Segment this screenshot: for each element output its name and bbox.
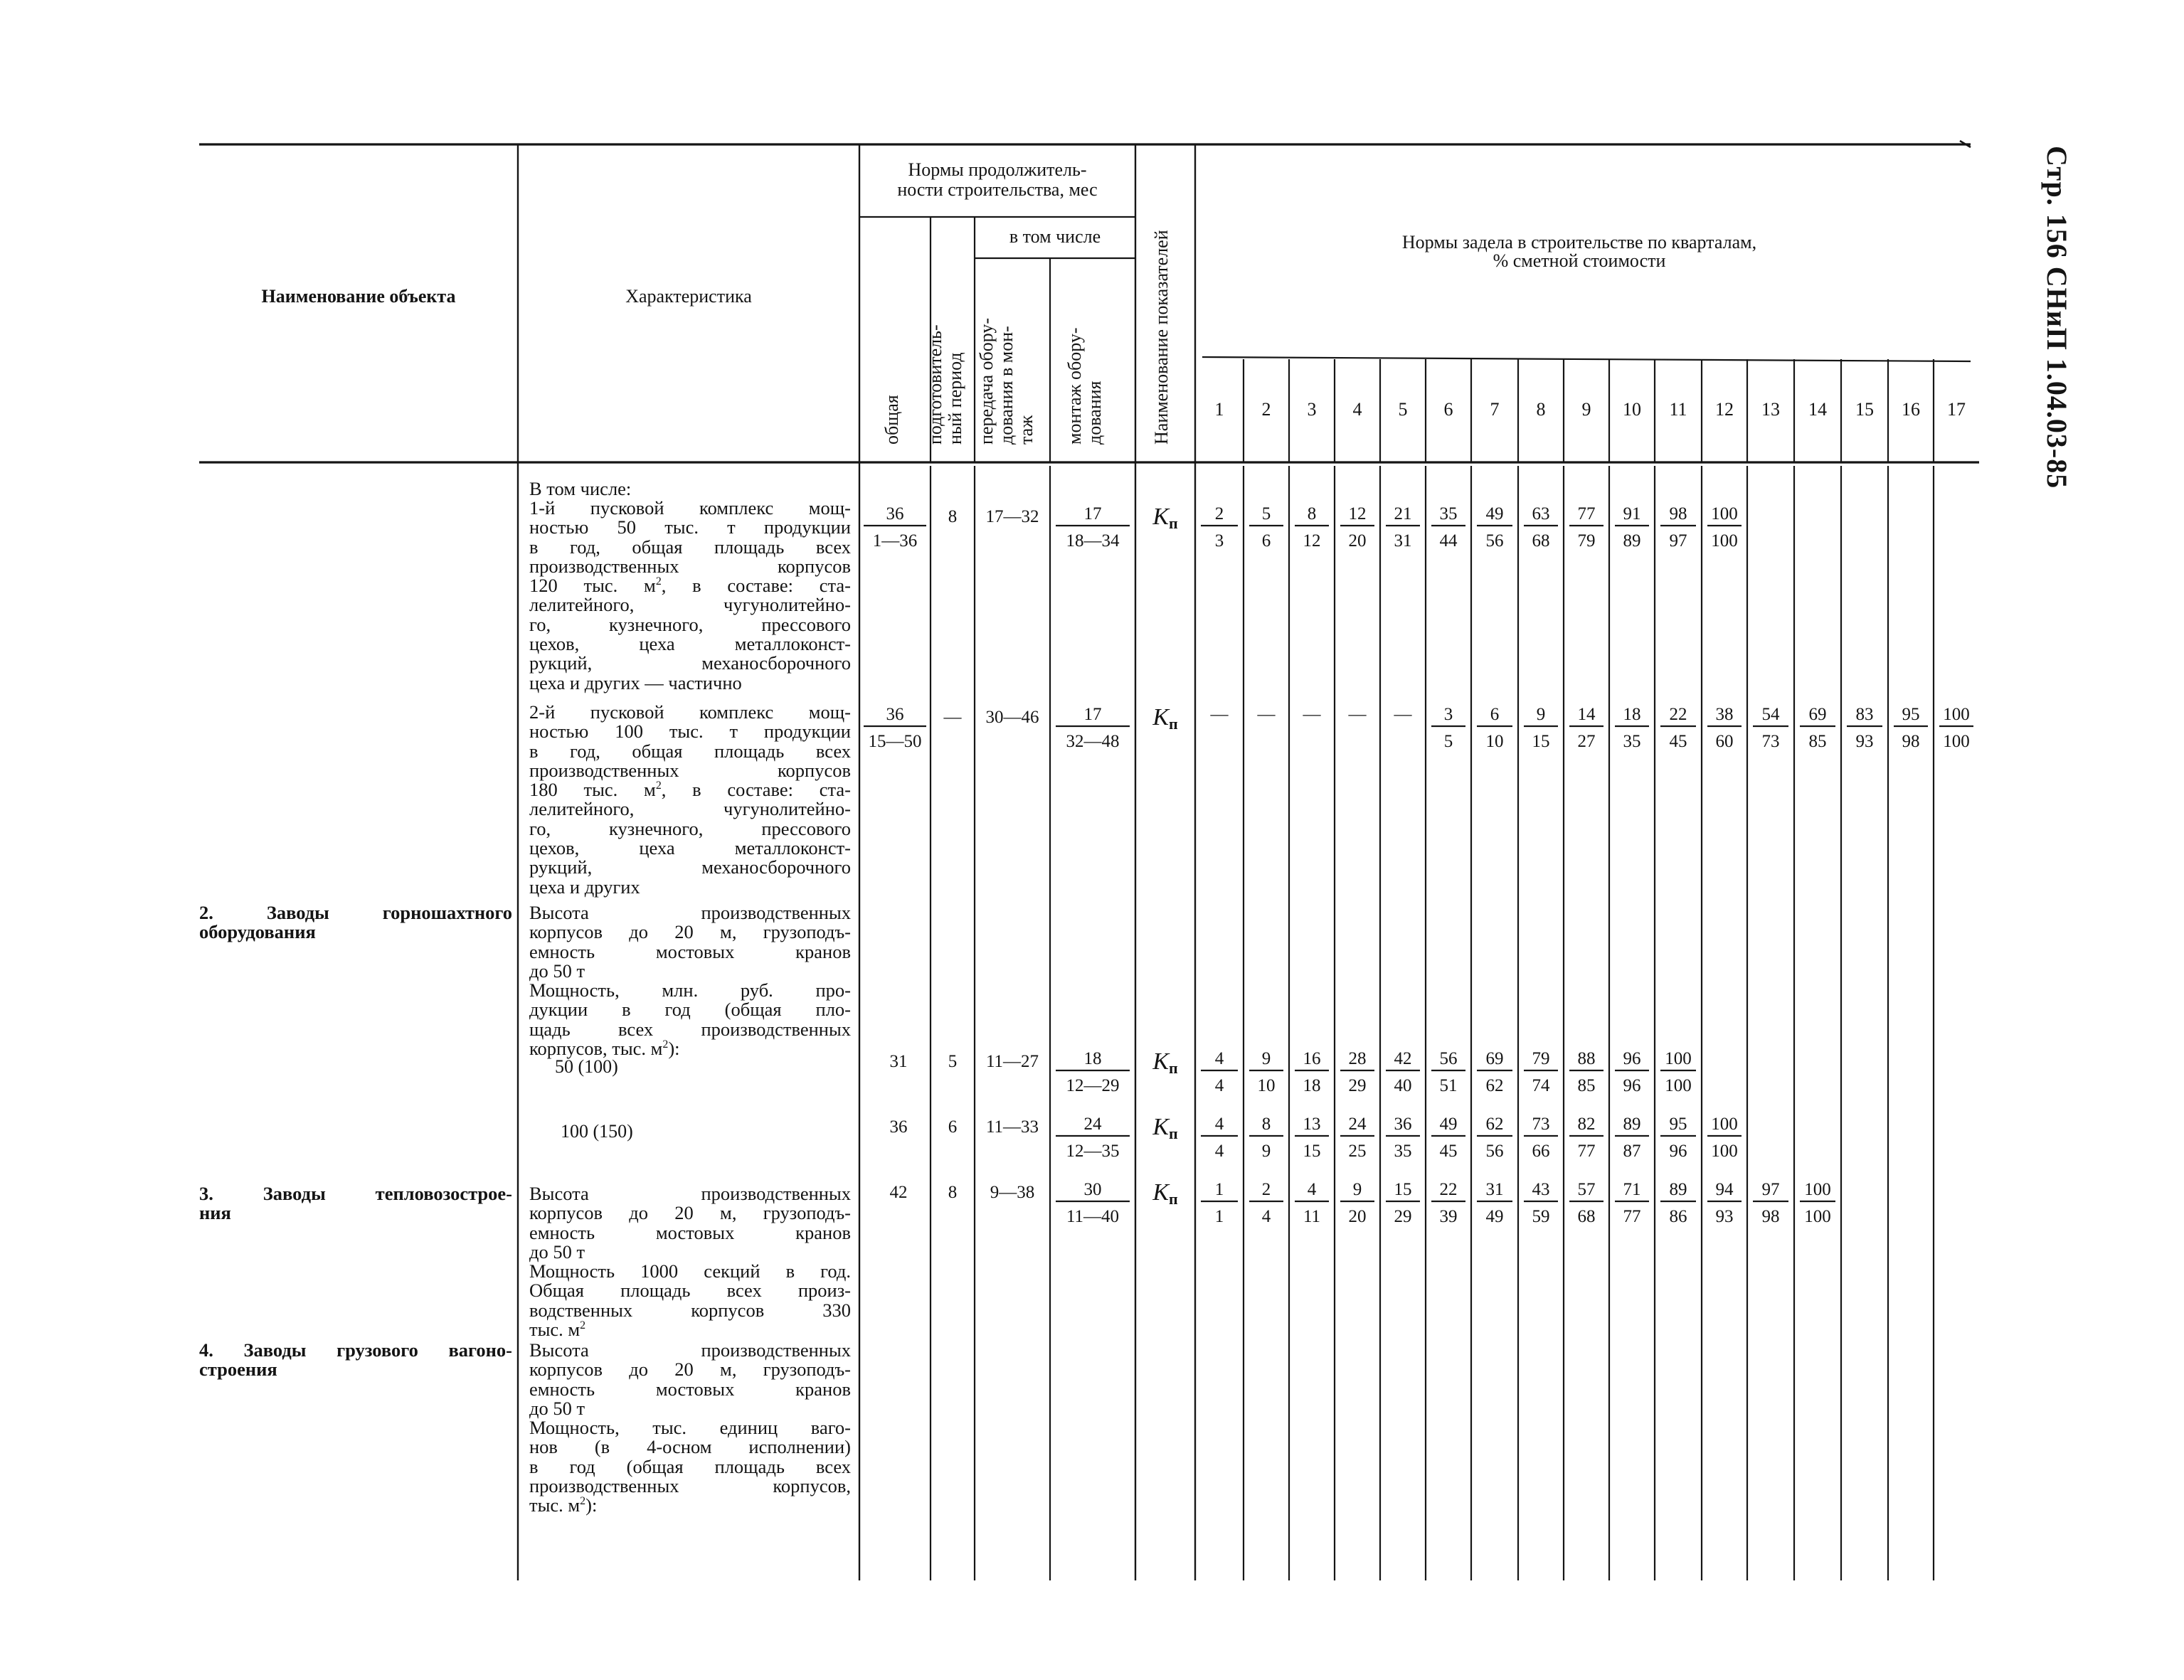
row-4-quarter-5-top: 36 — [1394, 1115, 1412, 1134]
row-4-quarter-8-top: 73 — [1532, 1115, 1550, 1134]
row-4-quarter-8-bottom: 66 — [1532, 1142, 1550, 1161]
row-4-quarter-2-bottom: 9 — [1261, 1142, 1271, 1161]
row-1-quarter-12-top: 100 — [1711, 504, 1738, 523]
row-2-quarter-12-bottom: 60 — [1715, 732, 1734, 751]
row-4-quarter-7-bottom: 56 — [1485, 1142, 1504, 1161]
characteristic-freight-wagon-line: в год (общая площадь всех — [529, 1455, 851, 1477]
row-1-quarter-3-top: 8 — [1307, 504, 1317, 523]
row-4-quarter-11-bottom: 96 — [1669, 1142, 1687, 1161]
row-3-installation-range: 12—29 — [1066, 1076, 1120, 1095]
row-2-quarter-2-top: — — [1257, 705, 1276, 724]
characteristic-freight-wagon-line: Высота производственных — [529, 1339, 851, 1361]
backlog-subheader-rule — [1202, 357, 1971, 361]
characteristic-mining-equipment-line: Мощность, млн. руб. про- — [529, 979, 851, 1001]
row-5-quarter-2-bottom: 4 — [1261, 1207, 1271, 1226]
row-1-quarter-8-top: 63 — [1532, 504, 1550, 523]
row-2-quarter-8-top: 9 — [1536, 705, 1546, 724]
row-5-quarter-1-top: 1 — [1214, 1180, 1224, 1199]
row-5-quarter-13-bottom: 98 — [1761, 1207, 1780, 1226]
characteristic-launch-complex-2-line: го, кузнечного, прессового — [529, 817, 851, 839]
row-5-quarter-10-top: 71 — [1623, 1180, 1641, 1199]
characteristic-freight-wagon-line: до 50 т — [529, 1397, 585, 1419]
row-4-indicator-kp — [1152, 1114, 1177, 1143]
row-2-total-duration: 36 — [886, 705, 904, 724]
row-3-equipment-transfer: 11—27 — [985, 1052, 1039, 1071]
characteristic-locomotive-line: водственных корпусов 330 — [529, 1299, 851, 1321]
quarter-header-5: 5 — [1398, 399, 1408, 420]
quarter-header-2: 2 — [1261, 399, 1271, 420]
row-5-equipment-transfer: 9—38 — [990, 1183, 1035, 1202]
characteristic-launch-complex-1-line: цеха и других — частично — [529, 671, 742, 693]
row-5-quarter-11-top: 89 — [1669, 1180, 1687, 1199]
characteristic-freight-wagon — [529, 1341, 851, 1516]
row-3-quarter-9-top: 88 — [1577, 1049, 1596, 1068]
row-4-total-duration: 36 — [889, 1117, 908, 1137]
characteristic-locomotive-line: тыс. $м^2$ — [529, 1319, 586, 1341]
row-5-quarter-3-top: 4 — [1307, 1180, 1317, 1199]
row-3-quarter-4-bottom: 29 — [1348, 1076, 1367, 1095]
row-3-quarter-9-bottom: 85 — [1577, 1076, 1596, 1095]
characteristic-launch-complex-2-line: ностью 100 тыс. т продукции — [529, 721, 851, 743]
row-5-indicator-kp — [1152, 1179, 1177, 1208]
object-name-mining-equipment-line: оборудования — [199, 921, 316, 943]
row-3-quarter-1-top: 4 — [1214, 1049, 1224, 1068]
row-3-quarter-4-top: 28 — [1348, 1049, 1367, 1068]
quarter-header-6: 6 — [1443, 399, 1453, 420]
object-name-freight-wagon-line: строения — [199, 1359, 277, 1381]
row-4-quarter-9-top: 82 — [1577, 1115, 1596, 1134]
object-name-header: Наименование объекта — [261, 286, 456, 307]
quarter-header-14: 14 — [1808, 399, 1827, 420]
object-name-locomotive-line: ния — [199, 1202, 231, 1224]
row-4-quarter-1-bottom: 4 — [1214, 1142, 1224, 1161]
row-1-quarter-2-top: 5 — [1261, 504, 1271, 523]
row-4-quarter-3-top: 13 — [1303, 1115, 1321, 1134]
row-2-quarter-1-top: — — [1210, 705, 1229, 724]
quarter-header-8: 8 — [1536, 399, 1546, 420]
row-3-quarter-3-bottom: 18 — [1303, 1076, 1321, 1095]
including-header: в том числе — [1009, 226, 1101, 247]
characteristic-mining-equipment-line: емность мостовых кранов — [529, 940, 851, 962]
duration-norms-header: ности строительства, мес — [897, 179, 1098, 200]
object-name-freight-wagon — [199, 1341, 512, 1380]
characteristic-locomotive — [529, 1184, 851, 1339]
row-2-quarter-8-bottom: 15 — [1532, 732, 1550, 751]
row-4-quarter-6-top: 49 — [1439, 1115, 1458, 1134]
row-2-quarter-6-top: 3 — [1443, 705, 1453, 724]
quarter-header-3: 3 — [1307, 399, 1317, 420]
row-2-quarter-14-bottom: 85 — [1808, 732, 1827, 751]
characteristic-launch-complex-1-line: производственных корпусов — [529, 555, 851, 577]
object-name-locomotive — [199, 1184, 512, 1223]
row-2-indicator-kp — [1152, 704, 1177, 733]
row-5-total-duration: 42 — [889, 1183, 908, 1202]
indicator-subscript: п — [1168, 1125, 1178, 1142]
row-1-indicator-kp — [1152, 504, 1177, 533]
quarter-header-16: 16 — [1902, 399, 1920, 420]
row-5-quarter-1-bottom: 1 — [1214, 1207, 1224, 1226]
row-4-quarter-12-bottom: 100 — [1711, 1142, 1738, 1161]
characteristic-launch-complex-1-line: 120 тыс. $м^2$, в составе: ста- — [529, 575, 851, 597]
row-5-quarter-12-top: 94 — [1715, 1180, 1734, 1199]
row-5-quarter-5-bottom: 29 — [1394, 1207, 1412, 1226]
row-1-quarter-11-bottom: 97 — [1669, 531, 1687, 551]
row-2-total-range: 15—50 — [868, 732, 922, 751]
characteristic-mining-equipment-line: Высота производственных — [529, 902, 851, 923]
quarter-header-10: 10 — [1623, 399, 1641, 420]
row-5-quarter-9-bottom: 68 — [1577, 1207, 1596, 1226]
row-4-quarter-3-bottom: 15 — [1303, 1142, 1321, 1161]
row-1-quarter-10-bottom: 89 — [1623, 531, 1641, 551]
characteristic-header: Характеристика — [625, 286, 752, 307]
indicator-symbol: К — [1152, 1179, 1169, 1206]
prep-period-header: подготовитель- — [925, 324, 945, 445]
characteristic-locomotive-line: емность мостовых кранов — [529, 1221, 851, 1243]
characteristic-launch-complex-2-line: в год, общая площадь всех — [529, 740, 851, 762]
quarter-header-11: 11 — [1669, 399, 1687, 420]
row-3-installation: 18 — [1083, 1049, 1102, 1068]
row-1-quarter-7-bottom: 56 — [1485, 531, 1504, 551]
row-2-quarter-13-top: 54 — [1761, 705, 1780, 724]
page-label: Стр. 156 СНиП 1.04.03-85 — [2041, 146, 2073, 489]
characteristic-locomotive-line: Мощность 1000 секций в год. — [529, 1260, 851, 1282]
characteristic-freight-wagon-line: нов (в 4-осном исполнении) — [529, 1436, 851, 1458]
quarter-header-17: 17 — [1947, 399, 1966, 420]
row-1-installation: 17 — [1083, 504, 1102, 523]
quarter-header-15: 15 — [1855, 399, 1874, 420]
row-2-quarter-15-bottom: 93 — [1855, 732, 1874, 751]
characteristic-freight-wagon-line: производственных корпусов, — [529, 1475, 851, 1497]
characteristic-launch-complex-2 — [529, 703, 851, 897]
row-4-installation: 24 — [1083, 1115, 1102, 1134]
characteristic-mining-equipment-line: щадь всех производственных — [529, 1018, 851, 1040]
row-3-quarter-8-top: 79 — [1532, 1049, 1550, 1068]
characteristic-launch-complex-2-line: цехов, цеха металлоконст- — [529, 837, 851, 859]
characteristic-locomotive-line: Общая площадь всех произ- — [529, 1280, 851, 1302]
row-2-quarter-3-top: — — [1303, 705, 1321, 724]
row-5-prep-period: 8 — [948, 1183, 958, 1202]
row-4-prep-period: 6 — [948, 1117, 958, 1137]
row-4-quarter-12-top: 100 — [1711, 1115, 1738, 1134]
quarter-header-13: 13 — [1761, 399, 1780, 420]
row-2-quarter-10-bottom: 35 — [1623, 732, 1641, 751]
row-5-quarter-6-top: 22 — [1439, 1180, 1458, 1199]
row-3-quarter-11-bottom: 100 — [1665, 1076, 1692, 1095]
row-2-equipment-transfer: 30—46 — [985, 708, 1039, 727]
row-1-quarter-12-bottom: 100 — [1711, 531, 1738, 551]
row-3-quarter-6-bottom: 51 — [1439, 1076, 1458, 1095]
row-1-quarter-5-top: 21 — [1394, 504, 1412, 523]
row-4-quarter-11-top: 95 — [1669, 1115, 1687, 1134]
row-1-quarter-6-top: 35 — [1439, 504, 1458, 523]
indicator-symbol: К — [1152, 504, 1169, 530]
characteristic-launch-complex-1-line: в год, общая площадь всех — [529, 536, 851, 558]
row-1-quarter-11-top: 98 — [1669, 504, 1687, 523]
prep-period-header: ный период — [945, 352, 965, 445]
row-2-quarter-17-top: 100 — [1943, 705, 1970, 724]
row-2-quarter-16-bottom: 98 — [1902, 732, 1920, 751]
row-3-quarter-11-top: 100 — [1665, 1049, 1692, 1068]
row-5-quarter-6-bottom: 39 — [1439, 1207, 1458, 1226]
row-4-equipment-transfer: 11—33 — [985, 1117, 1039, 1137]
equipment-transfer-header: передача обору- — [976, 317, 997, 445]
row-5-quarter-8-bottom: 59 — [1532, 1207, 1550, 1226]
row-4-quarter-9-bottom: 77 — [1577, 1142, 1596, 1161]
quarter-header-1: 1 — [1214, 399, 1224, 420]
characteristic-freight-wagon-line: емность мостовых кранов — [529, 1378, 851, 1400]
row-3-indicator-kp — [1152, 1048, 1177, 1078]
row-5-installation: 30 — [1083, 1180, 1102, 1199]
indicator-subscript: п — [1168, 1059, 1178, 1077]
indicator-symbol: К — [1152, 1114, 1169, 1140]
row-2-quarter-17-bottom: 100 — [1943, 732, 1970, 751]
row-2-quarter-9-top: 14 — [1577, 705, 1596, 724]
row-4-quarter-1-top: 4 — [1214, 1115, 1224, 1134]
row-2-installation-range: 32—48 — [1066, 732, 1120, 751]
row-4-quarter-2-top: 8 — [1261, 1115, 1271, 1134]
row-1-quarter-10-top: 91 — [1623, 504, 1641, 523]
indicator-subscript: п — [1168, 715, 1178, 733]
characteristic-launch-complex-2-line: 2-й пусковой комплекс мощ- — [529, 701, 851, 723]
object-name-mining-equipment — [199, 903, 512, 942]
row-3-quarter-2-top: 9 — [1261, 1049, 1271, 1068]
object-name-mining-equipment-line: 2. Заводы горношахтного — [199, 902, 512, 923]
row-1-quarter-1-top: 2 — [1214, 504, 1224, 523]
row-3-quarter-1-bottom: 4 — [1214, 1076, 1224, 1095]
characteristic-mining-equipment-line: корпусов, тыс. $м^2$): — [529, 1038, 680, 1060]
row-4-quarter-10-bottom: 87 — [1623, 1142, 1641, 1161]
characteristic-launch-complex-2-line: 180 тыс. $м^2$, в составе: ста- — [529, 779, 851, 801]
row-5-quarter-10-bottom: 77 — [1623, 1207, 1641, 1226]
row-5-quarter-14-top: 100 — [1804, 1180, 1831, 1199]
row-4-quarter-5-bottom: 35 — [1394, 1142, 1412, 1161]
row-2-quarter-14-top: 69 — [1808, 705, 1827, 724]
equipment-installation-header: монтаж обору- — [1064, 327, 1085, 445]
characteristic-launch-complex-2-line: производственных корпусов — [529, 759, 851, 781]
row-4-quarter-4-top: 24 — [1348, 1115, 1367, 1134]
row-2-quarter-7-top: 6 — [1490, 705, 1500, 724]
row-3-quarter-6-top: 56 — [1439, 1049, 1458, 1068]
row-4-quarter-6-bottom: 45 — [1439, 1142, 1458, 1161]
row-5-quarter-7-bottom: 49 — [1485, 1207, 1504, 1226]
characteristic-locomotive-line: Высота производственных — [529, 1183, 851, 1204]
row-3-quarter-7-bottom: 62 — [1485, 1076, 1504, 1095]
row-2-installation: 17 — [1083, 705, 1102, 724]
row-3-quarter-7-top: 69 — [1485, 1049, 1504, 1068]
characteristic-including — [529, 479, 851, 499]
row-3-quarter-5-bottom: 40 — [1394, 1076, 1412, 1095]
row-1-installation-range: 18—34 — [1066, 531, 1120, 551]
row-5-quarter-14-bottom: 100 — [1804, 1207, 1831, 1226]
row-1-equipment-transfer: 17—32 — [985, 507, 1039, 526]
row-5-quarter-8-top: 43 — [1532, 1180, 1550, 1199]
total-duration-header: общая — [881, 395, 902, 445]
row-5-quarter-7-top: 31 — [1485, 1180, 1504, 1199]
row-2-quarter-11-top: 22 — [1669, 705, 1687, 724]
row-1-prep-period: 8 — [948, 507, 958, 526]
row-5-installation-range: 11—40 — [1066, 1207, 1120, 1226]
object-name-locomotive-line: 3. Заводы тепловозострое- — [199, 1183, 512, 1204]
row-2-quarter-4-top: — — [1348, 705, 1367, 724]
row-1-quarter-1-bottom: 3 — [1214, 531, 1224, 551]
row-2-quarter-12-top: 38 — [1715, 705, 1734, 724]
backlog-norms-header: % сметной стоимости — [1493, 250, 1666, 271]
row-2-quarter-15-top: 83 — [1855, 705, 1874, 724]
row-1-quarter-3-bottom: 12 — [1303, 531, 1321, 551]
row-2-quarter-13-bottom: 73 — [1761, 732, 1780, 751]
row-4-installation-range: 12—35 — [1066, 1142, 1120, 1161]
row-1-quarter-2-bottom: 6 — [1261, 531, 1271, 551]
row-5-quarter-9-top: 57 — [1577, 1180, 1596, 1199]
duration-norms-header: Нормы продолжитель- — [908, 159, 1087, 180]
indicator-subscript: п — [1168, 514, 1178, 532]
row-3-prep-period: 5 — [948, 1052, 958, 1071]
row-2-quarter-5-top: — — [1394, 705, 1412, 724]
row-3-quarter-10-top: 96 — [1623, 1049, 1641, 1068]
backlog-norms-header: Нормы задела в строительстве по кварталам, — [1401, 232, 1757, 252]
characteristic-capacity-50: 50 (100) — [555, 1056, 618, 1077]
row-1-quarter-5-bottom: 31 — [1394, 531, 1412, 551]
characteristic-launch-complex-2-line: цеха и других — [529, 876, 640, 898]
characteristic-launch-complex-2-line: лелитейного, чугунолитейно- — [529, 798, 851, 820]
row-5-quarter-11-bottom: 86 — [1669, 1207, 1687, 1226]
row-2-quarter-16-top: 95 — [1902, 705, 1920, 724]
row-2-quarter-6-bottom: 5 — [1443, 732, 1453, 751]
row-1-total-range: 1—36 — [872, 531, 918, 551]
row-1-quarter-7-top: 49 — [1485, 504, 1504, 523]
row-1-quarter-9-top: 77 — [1577, 504, 1596, 523]
row-5-quarter-2-top: 2 — [1261, 1180, 1271, 1199]
quarter-header-9: 9 — [1581, 399, 1591, 420]
row-5-quarter-4-top: 9 — [1352, 1180, 1362, 1199]
row-3-quarter-8-bottom: 74 — [1532, 1076, 1550, 1095]
row-4-quarter-7-top: 62 — [1485, 1115, 1504, 1134]
characteristic-launch-complex-1-line: 1-й пусковой комплекс мощ- — [529, 497, 851, 519]
row-2-quarter-7-bottom: 10 — [1485, 732, 1504, 751]
row-2-prep-period: — — [943, 708, 962, 727]
row-1-quarter-6-bottom: 44 — [1439, 531, 1458, 551]
characteristic-freight-wagon-line: тыс. $м^2$): — [529, 1494, 598, 1516]
quarter-header-7: 7 — [1490, 399, 1500, 420]
row-5-quarter-5-top: 15 — [1394, 1180, 1412, 1199]
characteristic-locomotive-line: до 50 т — [529, 1240, 585, 1262]
row-5-quarter-13-top: 97 — [1761, 1180, 1780, 1199]
characteristic-mining-equipment — [529, 903, 851, 1058]
row-3-quarter-5-top: 42 — [1394, 1049, 1412, 1068]
characteristic-launch-complex-1-line: ностью 50 тыс. т продукции — [529, 516, 851, 538]
quarter-header-12: 12 — [1715, 399, 1734, 420]
row-1-quarter-4-top: 12 — [1348, 504, 1367, 523]
row-1-quarter-9-bottom: 79 — [1577, 531, 1596, 551]
row-2-quarter-9-bottom: 27 — [1577, 732, 1596, 751]
row-2-quarter-10-top: 18 — [1623, 705, 1641, 724]
indicator-symbol: К — [1152, 704, 1169, 730]
row-1-total-duration: 36 — [886, 504, 904, 523]
equipment-installation-header: дования — [1084, 381, 1105, 445]
characteristic-including-line: В том числе: — [529, 478, 632, 499]
characteristic-launch-complex-1 — [529, 499, 851, 693]
row-3-quarter-2-bottom: 10 — [1257, 1076, 1276, 1095]
row-1-quarter-8-bottom: 68 — [1532, 531, 1550, 551]
characteristic-launch-complex-1-line: го, кузнечного, прессового — [529, 613, 851, 635]
equipment-transfer-header: дования в мон- — [996, 326, 1017, 445]
row-5-quarter-12-bottom: 93 — [1715, 1207, 1734, 1226]
row-3-total-duration: 31 — [889, 1052, 908, 1071]
indicator-name-header: Наименование показателей — [1151, 230, 1172, 445]
characteristic-capacity-100: 100 (150) — [561, 1121, 633, 1142]
characteristic-mining-equipment-line: дукции в год (общая пло- — [529, 999, 851, 1021]
row-2-quarter-11-bottom: 45 — [1669, 732, 1687, 751]
characteristic-launch-complex-1-line: лелитейного, чугунолитейно- — [529, 594, 851, 616]
row-4-quarter-4-bottom: 25 — [1348, 1142, 1367, 1161]
characteristic-launch-complex-1-line: цехов, цеха металлоконст- — [529, 633, 851, 655]
characteristic-launch-complex-2-line: рукций, механосборочного — [529, 856, 851, 878]
row-3-quarter-10-bottom: 96 — [1623, 1076, 1641, 1095]
row-4-quarter-10-top: 89 — [1623, 1115, 1641, 1134]
object-name-freight-wagon-line: 4. Заводы грузового вагоно- — [199, 1339, 512, 1361]
row-5-quarter-3-bottom: 11 — [1303, 1207, 1321, 1226]
characteristic-mining-equipment-line: до 50 т — [529, 959, 585, 982]
characteristic-locomotive-line: корпусов до 20 м, грузоподъ- — [529, 1202, 851, 1224]
quarter-header-4: 4 — [1352, 399, 1362, 420]
indicator-symbol: К — [1152, 1048, 1169, 1075]
characteristic-freight-wagon-line: корпусов до 20 м, грузоподъ- — [529, 1359, 851, 1381]
indicator-subscript: п — [1168, 1190, 1178, 1208]
row-3-quarter-3-top: 16 — [1303, 1049, 1321, 1068]
characteristic-launch-complex-1-line: рукций, механосборочного — [529, 652, 851, 674]
row-5-quarter-4-bottom: 20 — [1348, 1207, 1367, 1226]
characteristic-mining-equipment-line: корпусов до 20 м, грузоподъ- — [529, 921, 851, 943]
equipment-transfer-header: таж — [1016, 415, 1037, 445]
characteristic-freight-wagon-line: Мощность, тыс. единиц ваго- — [529, 1417, 851, 1439]
row-1-quarter-4-bottom: 20 — [1348, 531, 1367, 551]
